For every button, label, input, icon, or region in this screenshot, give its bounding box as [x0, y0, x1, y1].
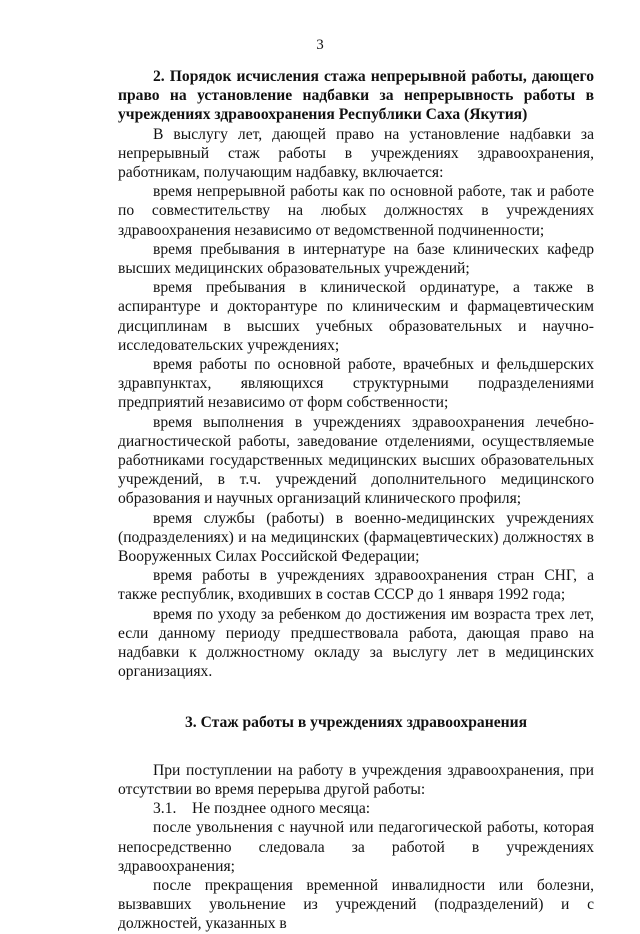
section-3-heading: 3. Стаж работы в учреждениях здравоохранения [184, 713, 528, 731]
document-body [118, 67, 594, 934]
section-2-item: время работы по основной работе, врачебных и фельдшерских здравпунктах, являющихся структурными подразделениями предприятий независимо от форм собственности; [118, 356, 594, 412]
section-3-item: после прекращения временной инвалидности или болезни, вызвавших увольнение из учреждений (подразделений) и с должностей, указанных в [118, 876, 594, 933]
section-2-heading: 2. Порядок исчисления стажа непрерывной работы, дающего право на установление надбавки за непрерывность работы в учреждениях здравоохранения Республики Саха (Якутия) [118, 68, 594, 124]
section-2-item: время пребывания в клинической ординатуре, а также в аспирантуре и докторантуре по клиническим и фармацевтическим дисциплинам в высших учебных образовательных и научно-исследовательских учреждениях; [118, 279, 594, 354]
section-2-item: время пребывания в интернатуре на базе клинических кафедр высших медицинских образовательных учреждений; [118, 240, 594, 278]
section-2-item: время работы в учреждениях здравоохранения стран СНГ, а также республик, входивших в состав СССР до 1 января 1992 года; [118, 567, 594, 604]
section-2-item: время по уходу за ребенком до достижения им возраста трех лет, если данному периоду предшествовала работа, дающая право на надбавки к должностному окладу за выслугу лет в медицинских организациях. [118, 605, 594, 681]
section-2-item: время службы (работы) в военно-медицинских учреждениях (подразделениях) и на медицинских (фармацевтических) должностях в Вооруженных Силах Российской Федерации; [118, 509, 594, 566]
page-number: 3 [316, 37, 324, 53]
section-2-item: время непрерывной работы как по основной работе, так и работе по совместительству на любых должностях в учреждениях здравоохранения независимо от ведомственной подчиненности; [118, 183, 594, 239]
section-3-1-subheading: 3.1. Не позднее одного месяца: [153, 800, 371, 818]
section-2-item: время выполнения в учреждениях здравоохранения лечебно-диагностической работы, заведование отделениями, осуществляемые работниками государственных медицинских высших образовательных учреждений, в т.ч. учреждений дополнительного медицинского образования и научных организаций клинического профиля; [118, 413, 594, 508]
section-3-intro: При поступлении на работу в учреждения здравоохранения, при отсутствии во время перерыва другой работы: [118, 761, 594, 798]
section-3-item: после увольнения с научной или педагогической работы, которая непосредственно следовала за работой в учреждениях здравоохранения; [118, 819, 594, 875]
section-2-intro: В выслугу лет, дающей право на установление надбавки за непрерывный стаж работы в учреждениях здравоохранения, работникам, получающим надбавку, включается: [118, 125, 594, 182]
